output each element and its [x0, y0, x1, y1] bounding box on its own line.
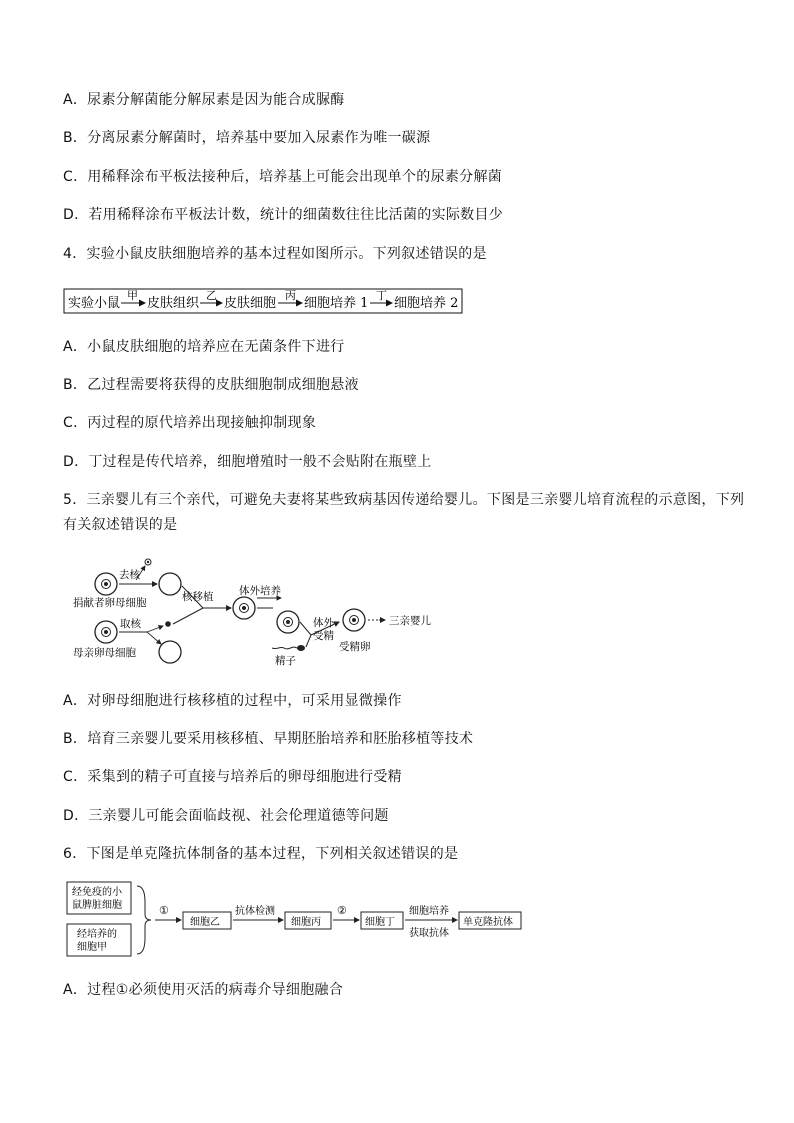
q6-stem: 6．下图是单克隆抗体制备的基本过程，下列相关叙述错误的是: [63, 846, 459, 862]
q6-box1-line2: 鼠脾脏细胞: [72, 900, 122, 911]
q5-stem-line2: 有关叙述错误的是: [63, 517, 178, 533]
cultured-oocyte: [277, 611, 299, 633]
in-vitro-culture-label: 体外培养: [239, 585, 281, 597]
q4-node-cells: 皮肤细胞: [224, 296, 277, 311]
q4-node-culture2: 细胞培养 2: [394, 296, 459, 311]
q4-option-d: D．丁过程是传代培养，细胞增殖时一般不会贴附在瓶壁上: [63, 454, 432, 470]
mother-label: 母亲卵母细胞: [73, 647, 136, 659]
q4-arrow-bing: 丙: [285, 289, 296, 302]
q4-node-culture1: 细胞培养 1: [304, 296, 369, 311]
q6-option-a: A．过程①必须使用灭活的病毒介导细胞融合: [63, 982, 344, 998]
q5-option-a: A．对卵母细胞进行核移植的过程中，可采用显微操作: [63, 693, 402, 709]
q4-stem: 4．实验小鼠皮肤细胞培养的基本过程如图所示。下列叙述错误的是: [63, 246, 487, 262]
q4-arrow-jia: 甲: [127, 289, 138, 302]
q6-step1: ①: [159, 904, 169, 917]
q6-box1-line1: 经免疫的小: [72, 887, 122, 898]
q6-box2-line2: 细胞甲: [77, 942, 107, 953]
q4-option-b: B．乙过程需要将获得的皮肤细胞制成细胞悬液: [63, 377, 359, 393]
enucleated-oocyte: [159, 573, 181, 595]
mother-enucleated-oocyte: [159, 641, 181, 663]
q4-arrow-ding: 丁: [376, 289, 387, 302]
q5-option-d: D．三亲婴儿可能会面临歧视、社会伦理道德等问题: [63, 808, 389, 824]
q6-brace: [137, 886, 151, 954]
q3-option-d: D．若用稀释涂布平板法计数，统计的细菌数往往比活菌的实际数目少: [63, 207, 504, 223]
q4-arrow-yi: 乙: [206, 289, 217, 302]
q6-mab: 单克隆抗体: [463, 917, 513, 928]
q5-option-b: B．培育三亲婴儿要采用核移植、早期胚胎培养和胚胎移植等技术: [63, 731, 474, 747]
q6-cell-bing: 细胞丙: [291, 917, 321, 928]
result-label: 三亲婴儿: [389, 615, 431, 627]
fert-label-1: 体外: [313, 617, 334, 629]
q4-option-a: A．小鼠皮肤细胞的培养应在无菌条件下进行: [63, 339, 345, 355]
reconstructed-oocyte: [233, 597, 255, 619]
mother-nucleus: [165, 621, 171, 627]
q3-option-a: A．尿素分解菌能分解尿素是因为能合成脲酶: [63, 92, 345, 108]
donor-label: 捐献者卵母细胞: [73, 597, 147, 609]
zygote-label: 受精卵: [339, 641, 371, 653]
q3-option-b: B．分离尿素分解菌时，培养基中要加入尿素作为唯一碳源: [63, 130, 431, 146]
zygote: [343, 609, 365, 631]
q5-stem-line1: 5．三亲婴儿有三个亲代，可避免夫妻将某些致病基因传递给婴儿。下图是三亲婴儿培育流程的示意图，下列: [63, 492, 745, 508]
sperm-label: 精子: [275, 655, 296, 667]
q6-box2-line1: 经培养的: [77, 929, 117, 940]
q6-culture-1: 细胞培养: [409, 906, 449, 917]
nuclear-transfer-label: 核移植: [182, 591, 214, 603]
q6-culture-2: 获取抗体: [409, 928, 449, 939]
q6-step2: ②: [337, 904, 347, 917]
remove-nucleus-label: 去核: [119, 569, 140, 581]
q4-flow-diagram: [63, 284, 465, 316]
q3-option-c: C．用稀释涂布平板法接种后，培养基上可能会出现单个的尿素分解菌: [63, 169, 503, 185]
q6-cell-ding: 细胞丁: [365, 917, 395, 928]
q4-option-c: C．丙过程的原代培养出现接触抑制现象: [63, 415, 317, 431]
sperm-icon: [272, 645, 305, 651]
take-nucleus-label: 取核: [120, 618, 141, 630]
q5-three-parent-diagram: [63, 556, 453, 670]
q5-option-c: C．采集到的精子可直接与培养后的卵母细胞进行受精: [63, 769, 402, 785]
q4-node-mouse: 实验小鼠: [68, 296, 121, 311]
q6-antibody-test: 抗体检测: [235, 906, 275, 917]
fert-label-2: 受精: [313, 630, 334, 642]
q6-cell-yi: 细胞乙: [190, 917, 220, 928]
q6-mab-flow-diagram: [63, 880, 525, 960]
q4-node-tissue: 皮肤组织: [147, 296, 200, 311]
donor-oocyte: [95, 573, 117, 595]
mother-oocyte: [95, 621, 117, 643]
